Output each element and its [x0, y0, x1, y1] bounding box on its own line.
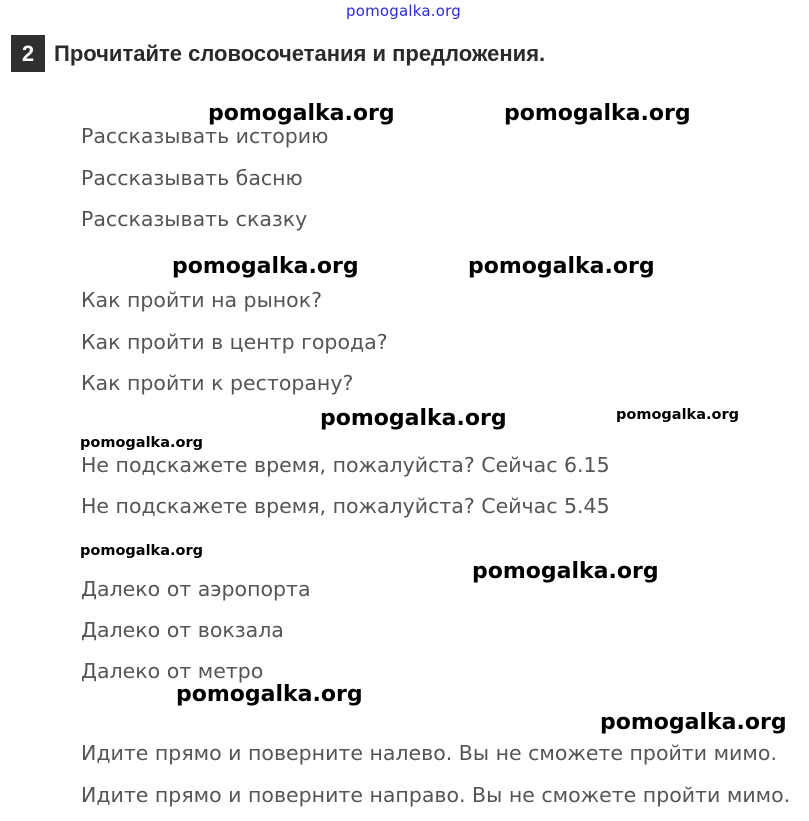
task-number-badge: 2 [11, 35, 45, 72]
header-watermark: pomogalka.org [346, 2, 461, 20]
phrase-line: Далеко от метро [81, 659, 264, 683]
watermark: pomogalka.org [176, 682, 363, 707]
watermark: pomogalka.org [172, 254, 359, 279]
phrase-line: Как пройти на рынок? [81, 288, 322, 312]
phrase-line: Не подскажете время, пожалуйста? Сейчас 5.45 [81, 494, 610, 518]
watermark: pomogalka.org [472, 559, 659, 584]
phrase-line: Далеко от вокзала [81, 618, 284, 642]
watermark: pomogalka.org [208, 101, 395, 126]
watermark: pomogalka.org [616, 407, 739, 423]
phrase-line: Не подскажете время, пожалуйста? Сейчас 6.15 [81, 453, 610, 477]
task-title: Прочитайте словосочетания и предложения. [54, 41, 546, 66]
phrase-line: Идите прямо и поверните налево. Вы не сможете пройти мимо. [81, 741, 777, 765]
phrase-line: Рассказывать басню [81, 166, 303, 190]
phrase-line: Рассказывать сказку [81, 207, 308, 231]
watermark: pomogalka.org [80, 543, 203, 559]
phrase-line: Идите прямо и поверните направо. Вы не сможете пройти мимо. [81, 783, 791, 807]
phrase-line: Как пройти в центр города? [81, 330, 388, 354]
phrase-line: Далеко от аэропорта [81, 577, 311, 601]
watermark: pomogalka.org [468, 254, 655, 279]
watermark: pomogalka.org [504, 101, 691, 126]
watermark: pomogalka.org [80, 435, 203, 451]
watermark: pomogalka.org [600, 710, 787, 735]
phrase-line: Как пройти к ресторану? [81, 371, 354, 395]
watermark: pomogalka.org [320, 406, 507, 431]
phrase-line: Рассказывать историю [81, 124, 329, 148]
